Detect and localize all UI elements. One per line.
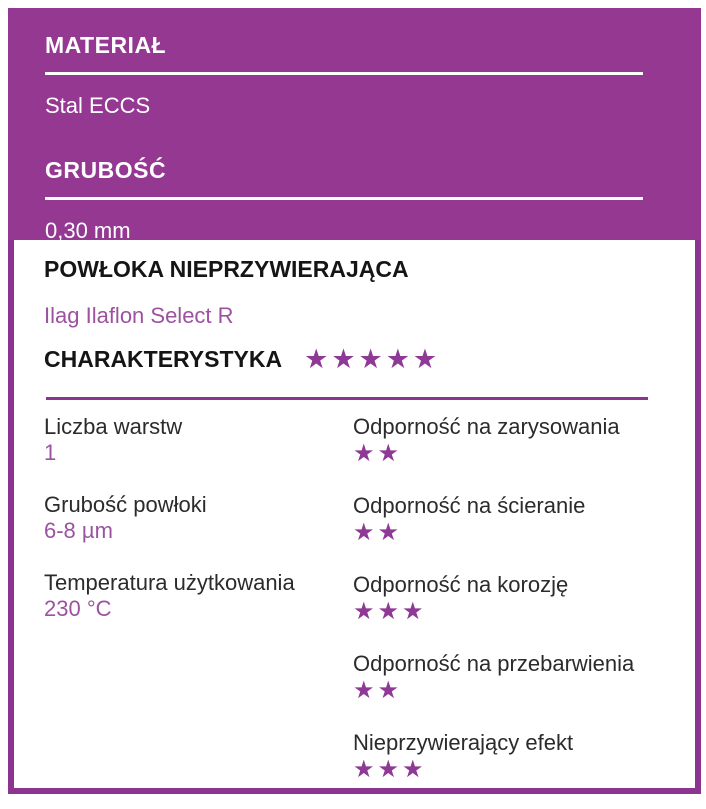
spec-item-layers <box>44 414 353 466</box>
rating-item-scratch-resistance <box>353 414 671 467</box>
rating-label: Odporność na zarysowania <box>353 414 620 439</box>
rating-label: Odporność na ścieranie <box>353 493 586 518</box>
spec-column-left <box>44 414 353 809</box>
coating-name: Ilag Ilaflon Select R <box>44 303 234 328</box>
spec-item-coating-thickness <box>44 492 353 544</box>
spec-value: 1 <box>44 440 57 465</box>
spec-header <box>8 8 701 243</box>
rating-item-discoloration-resistance <box>353 651 671 704</box>
spec-label: Temperatura użytkowania <box>44 570 295 595</box>
star-rating: ★★ <box>353 440 403 467</box>
thickness-value: 0,30 mm <box>45 218 131 243</box>
product-spec-card <box>8 8 701 794</box>
material-section <box>45 32 664 119</box>
spec-value: 230 °C <box>44 596 112 621</box>
spec-item-usage-temperature <box>44 570 353 622</box>
spec-body <box>8 240 701 794</box>
characteristics-header <box>44 346 671 372</box>
spec-label: Grubość powłoki <box>44 492 207 517</box>
rating-label: Odporność na korozję <box>353 572 569 597</box>
rating-item-corrosion-resistance <box>353 572 671 625</box>
thickness-heading: GRUBOŚĆ <box>45 157 167 183</box>
material-heading: MATERIAŁ <box>45 32 167 58</box>
spec-column-right <box>353 414 671 809</box>
star-rating: ★★ <box>353 519 403 546</box>
rating-item-abrasion-resistance <box>353 493 671 546</box>
thickness-section <box>45 157 664 244</box>
characteristics-divider <box>46 397 648 400</box>
rating-label: Nieprzywierający efekt <box>353 730 574 755</box>
spec-columns <box>44 414 671 809</box>
overall-star-rating: ★★★★★ <box>304 344 441 374</box>
spec-label: Liczba warstw <box>44 414 183 439</box>
star-rating: ★★★ <box>353 598 427 625</box>
characteristics-heading: CHARAKTERYSTYKA <box>44 346 283 372</box>
rating-label: Odporność na przebarwienia <box>353 651 635 676</box>
coating-heading: POWŁOKA NIEPRZYWIERAJĄCA <box>44 256 409 282</box>
thickness-underline <box>45 197 643 200</box>
material-underline <box>45 72 643 75</box>
spec-value: 6-8 µm <box>44 518 113 543</box>
material-value: Stal ECCS <box>45 93 151 118</box>
star-rating: ★★ <box>353 677 403 704</box>
star-rating: ★★★ <box>353 756 427 783</box>
rating-item-nonstick-effect <box>353 730 671 783</box>
